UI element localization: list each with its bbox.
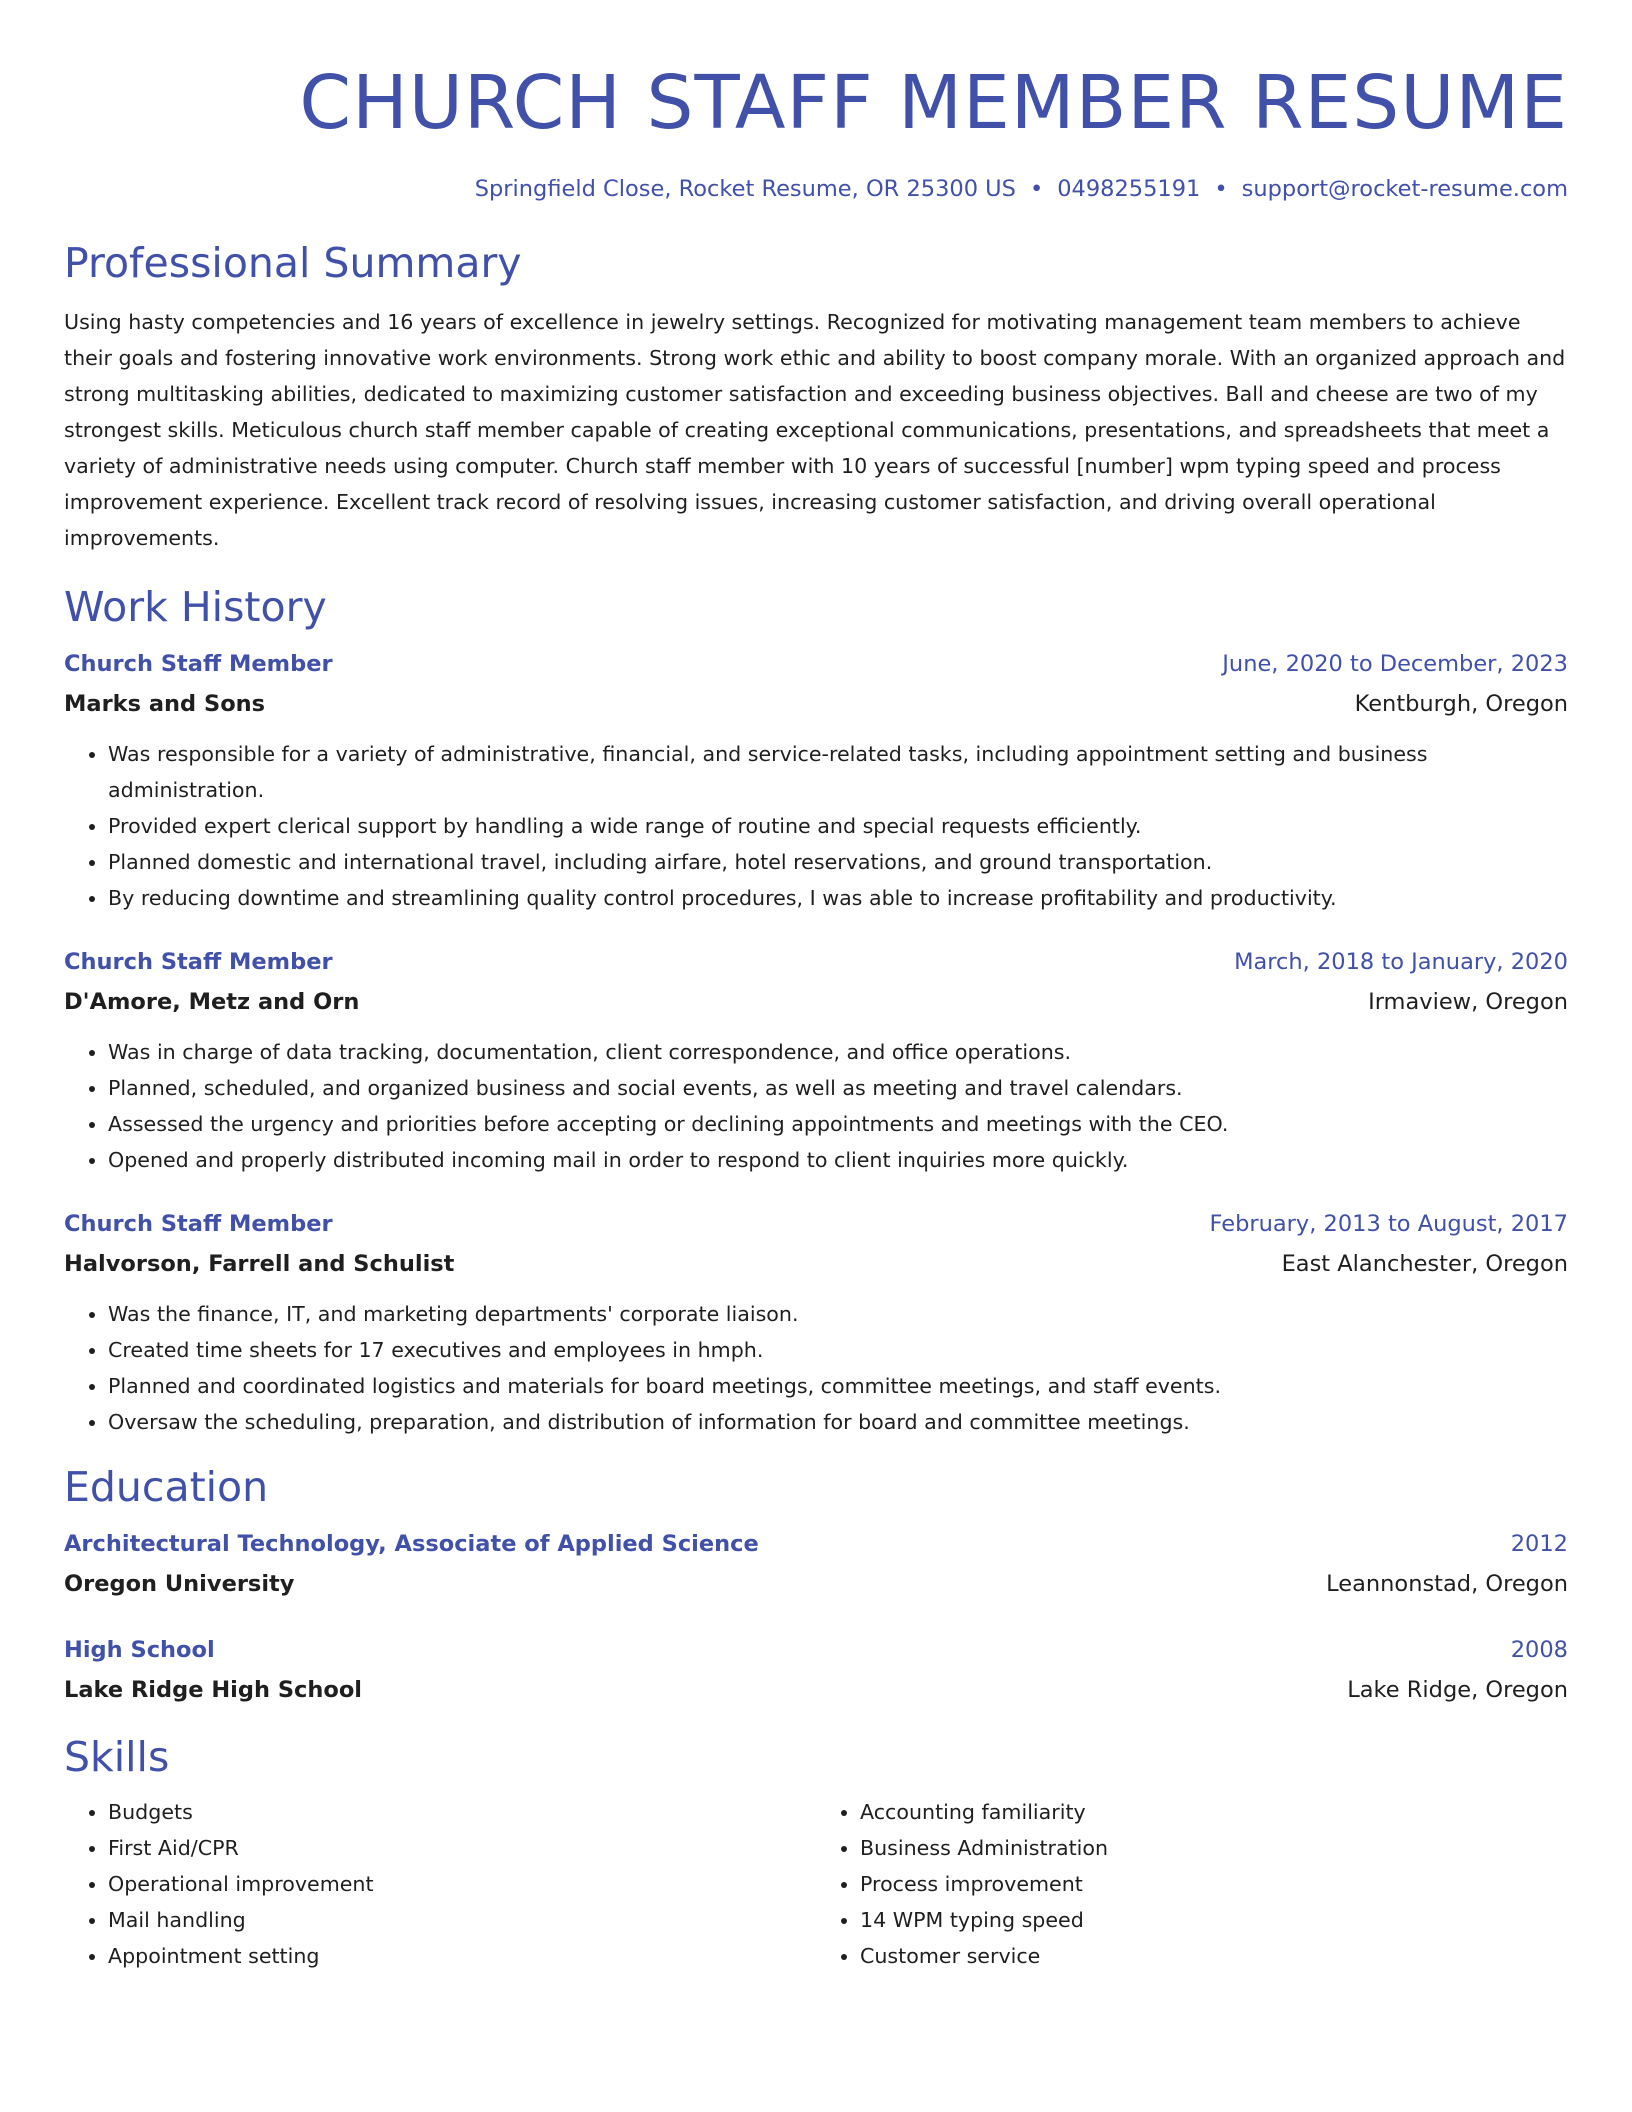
section-title-skills: Skills bbox=[64, 1733, 170, 1781]
section-title-work-history: Work History bbox=[64, 583, 327, 631]
list-item: • Mail handling bbox=[108, 1902, 816, 1938]
list-item: • First Aid/CPR bbox=[108, 1830, 816, 1866]
job-dates: March, 2018 to January, 2020 bbox=[1234, 949, 1568, 975]
skills-column-left bbox=[64, 1794, 816, 1974]
education-entry bbox=[64, 1524, 1568, 1604]
list-item: • Was the finance, IT, and marketing departments' corporate liaison. bbox=[108, 1296, 1568, 1332]
separator-dot: • bbox=[1029, 176, 1044, 202]
education-location: Leannonstad, Oregon bbox=[1326, 1571, 1568, 1597]
job-role: Church Staff Member bbox=[64, 949, 333, 975]
contact-line bbox=[64, 174, 1568, 204]
list-item: • Oversaw the scheduling, preparation, and distribution of information for board and committee meetings. bbox=[108, 1404, 1568, 1440]
summary-paragraph: Using hasty competencies and 16 years of excellence in jewelry settings. Recognized for motivating management team members to achieve their goals and fostering innovative work environments. Strong work ethic and ability to boost company morale. With an organized approach and strong multitasking abilities, dedicated to maximizing customer satisfaction and exceeding business objectives. Ball and cheese are two of my strongest skills. Meticulous church staff member capable of creating exceptional communications, presentations, and spreadsheets that meet a variety of administrative needs using computer. Church staff member with 10 years of successful [number] wpm typing speed and process improvement experience. Excellent track record of resolving issues, increasing customer satisfaction, and driving overall operational improvements. bbox=[64, 310, 1566, 550]
job-bullets bbox=[64, 1296, 1568, 1440]
education-year: 2012 bbox=[1510, 1531, 1568, 1557]
list-item: • Planned and coordinated logistics and materials for board meetings, committee meetings, and staff events. bbox=[108, 1368, 1568, 1404]
skills-column-right bbox=[816, 1794, 1568, 1974]
job-entry bbox=[64, 1204, 1568, 1440]
list-item: • Appointment setting bbox=[108, 1938, 816, 1974]
list-item: • Planned domestic and international travel, including airfare, hotel reservations, and ground transportation. bbox=[108, 844, 1568, 880]
job-dates: June, 2020 to December, 2023 bbox=[1222, 651, 1568, 677]
list-item: • Business Administration bbox=[860, 1830, 1568, 1866]
list-item: • Operational improvement bbox=[108, 1866, 816, 1902]
list-item: • Provided expert clerical support by handling a wide range of routine and special requests efficiently. bbox=[108, 808, 1568, 844]
education-degree: High School bbox=[64, 1637, 215, 1663]
education-degree: Architectural Technology, Associate of Applied Science bbox=[64, 1531, 759, 1557]
list-item: • Was responsible for a variety of administrative, financial, and service-related tasks, including appointment setting and business administration. bbox=[108, 736, 1568, 808]
education-location: Lake Ridge, Oregon bbox=[1347, 1677, 1568, 1703]
education-school: Oregon University bbox=[64, 1571, 295, 1597]
job-location: East Alanchester, Oregon bbox=[1281, 1251, 1568, 1277]
job-role: Church Staff Member bbox=[64, 651, 333, 677]
section-title-summary: Professional Summary bbox=[64, 239, 522, 287]
list-item: • Was in charge of data tracking, documentation, client correspondence, and office operations. bbox=[108, 1034, 1568, 1070]
contact-address: Springfield Close, Rocket Resume, OR 25300 US bbox=[474, 176, 1016, 202]
list-item: • By reducing downtime and streamlining quality control procedures, I was able to increase profitability and productivity. bbox=[108, 880, 1568, 916]
section-title-education: Education bbox=[64, 1463, 269, 1511]
list-item: • Planned, scheduled, and organized business and social events, as well as meeting and travel calendars. bbox=[108, 1070, 1568, 1106]
education-entry bbox=[64, 1630, 1568, 1710]
list-item: • 14 WPM typing speed bbox=[860, 1902, 1568, 1938]
list-item: • Budgets bbox=[108, 1794, 816, 1830]
education-year: 2008 bbox=[1510, 1637, 1568, 1663]
job-location: Kentburgh, Oregon bbox=[1354, 691, 1568, 717]
job-dates: February, 2013 to August, 2017 bbox=[1209, 1211, 1568, 1237]
list-item: • Assessed the urgency and priorities before accepting or declining appointments and meetings with the CEO. bbox=[108, 1106, 1568, 1142]
contact-phone: 0498255191 bbox=[1057, 176, 1201, 202]
job-entry bbox=[64, 942, 1568, 1178]
list-item: • Opened and properly distributed incoming mail in order to respond to client inquiries more quickly. bbox=[108, 1142, 1568, 1178]
skills-list bbox=[64, 1794, 1568, 1974]
job-company: D'Amore, Metz and Orn bbox=[64, 989, 360, 1015]
list-item: • Process improvement bbox=[860, 1866, 1568, 1902]
job-entry bbox=[64, 644, 1568, 916]
list-item: • Accounting familiarity bbox=[860, 1794, 1568, 1830]
list-item: • Created time sheets for 17 executives and employees in hmph. bbox=[108, 1332, 1568, 1368]
list-item: • Customer service bbox=[860, 1938, 1568, 1974]
resume-title: CHURCH STAFF MEMBER RESUME bbox=[299, 60, 1568, 146]
job-bullets bbox=[64, 736, 1568, 916]
job-company: Halvorson, Farrell and Schulist bbox=[64, 1251, 455, 1277]
education-school: Lake Ridge High School bbox=[64, 1677, 363, 1703]
contact-email: support@rocket-resume.com bbox=[1241, 176, 1568, 202]
job-bullets bbox=[64, 1034, 1568, 1178]
job-location: Irmaview, Oregon bbox=[1368, 989, 1568, 1015]
separator-dot: • bbox=[1214, 176, 1228, 202]
job-role: Church Staff Member bbox=[64, 1211, 333, 1237]
job-company: Marks and Sons bbox=[64, 691, 266, 717]
